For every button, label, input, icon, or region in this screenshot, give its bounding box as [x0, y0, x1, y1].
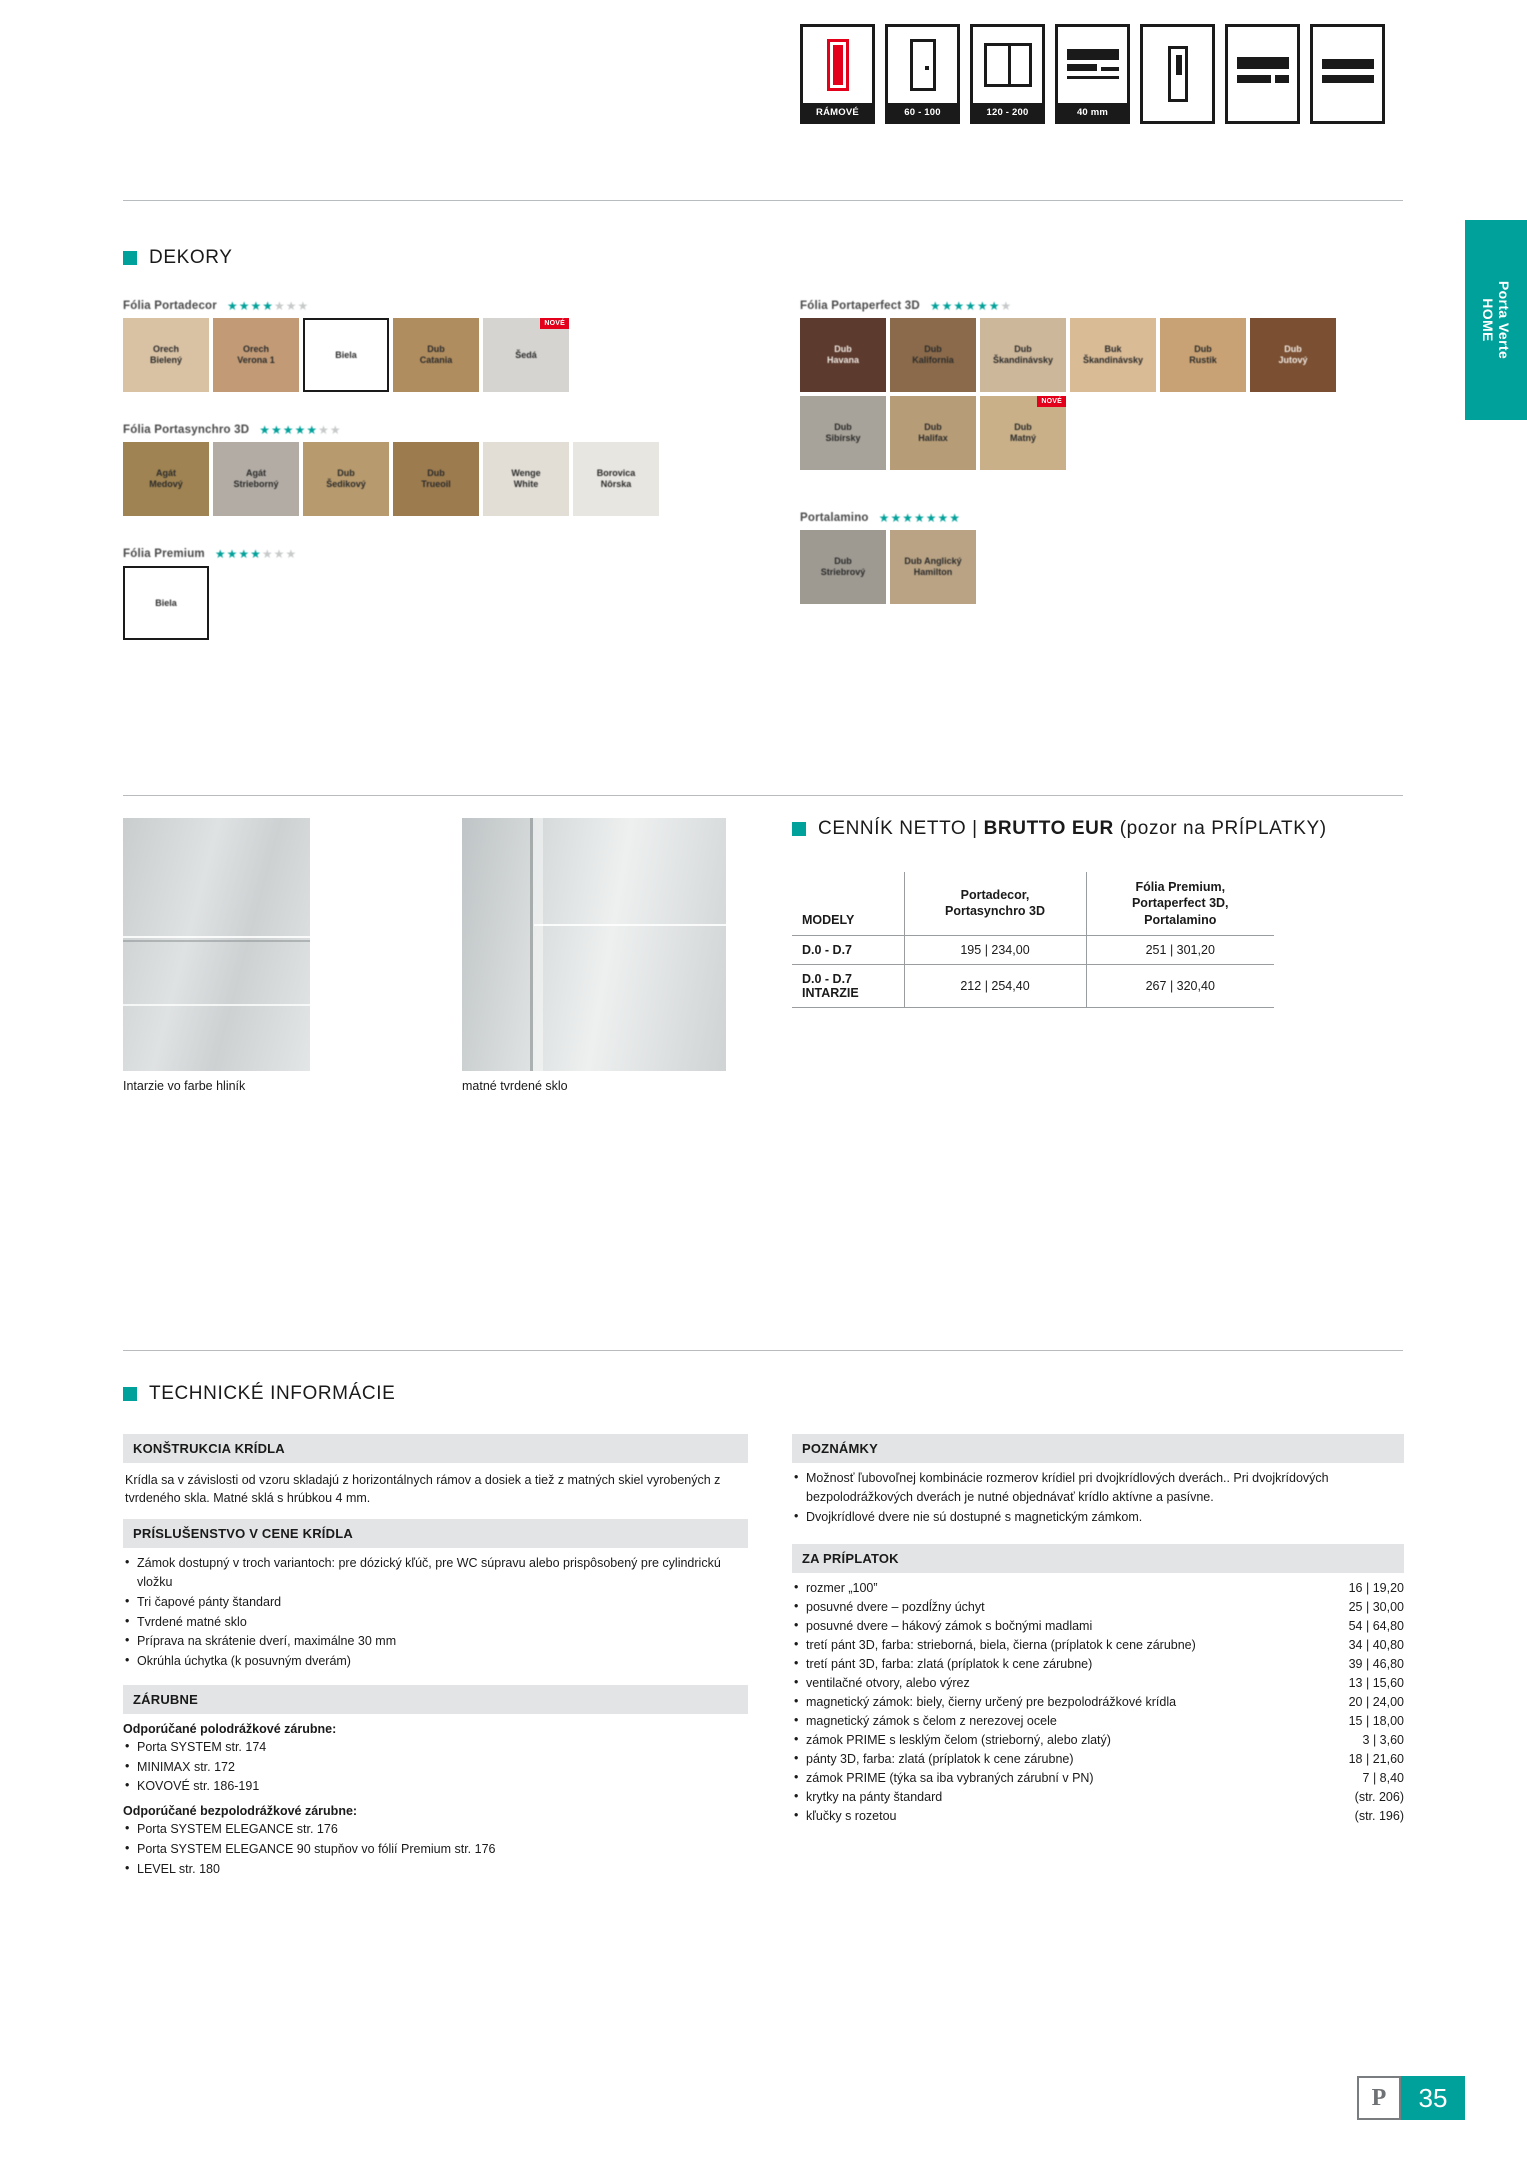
swatch[interactable]: [213, 318, 299, 392]
swatch[interactable]: [1160, 318, 1246, 392]
priplatok-label: • posuvné dvere – pozdĺžny úchyt: [792, 1598, 985, 1617]
tech-right-column: [792, 1434, 1404, 1826]
divider-tech: [123, 1350, 1403, 1351]
priplatok-price: (str. 206): [1354, 1790, 1404, 1805]
flush-detail-icon: [1310, 24, 1385, 124]
photo-caption: Intarzie vo farbe hliník: [123, 1079, 246, 1093]
frame-door-icon: [800, 24, 875, 124]
decor-group-name: Fólia Premium: [123, 548, 205, 560]
zarubne-sub-bezpolodrazkove: Odporúčané bezpolodrážkové zárubne:: [123, 1804, 358, 1818]
priplatok-price: 20 | 24,00: [1348, 1695, 1404, 1710]
section-heading-technicke: [123, 1383, 395, 1405]
list-item: • Okrúhla úchytka (k posuvným dverám): [123, 1652, 748, 1671]
swatch-label: Wenge White: [511, 468, 541, 489]
product-photo-matne-sklo: [462, 818, 726, 1093]
priplatok-price: 54 | 64,80: [1348, 1619, 1404, 1634]
list-item: • KOVOVÉ str. 186-191: [123, 1777, 748, 1796]
zarubne-header: ZÁRUBNE: [123, 1685, 748, 1714]
tech-left-column: [123, 1434, 748, 1879]
frame-door-icon-caption: RÁMOVÉ: [803, 103, 872, 121]
swatch-label: Dub Škandinávsky: [992, 344, 1054, 365]
priplatok-price: 34 | 40,80: [1348, 1638, 1404, 1653]
list-item: • Príprava na skrátenie dverí, maximálne 30 mm: [123, 1632, 748, 1651]
list-item: • Porta SYSTEM ELEGANCE 90 stupňov vo fólií Premium str. 176: [123, 1840, 748, 1859]
list-item: • Možnosť ľubovoľnej kombinácie rozmerov krídiel pri dvojkrídlových dverách.. Pri dvojkrídových bezpolodrážkových dverách je nutné objednávať krídlo aktívne a pasívne.: [792, 1469, 1404, 1507]
priplatok-row: [792, 1693, 1404, 1712]
swatch-label: Dub Jutový: [1278, 344, 1308, 365]
za-priplatok-header: ZA PRÍPLATOK: [792, 1544, 1404, 1573]
swatch[interactable]: [1250, 318, 1336, 392]
side-tab-porta-verte-home: [1465, 220, 1527, 420]
list-item: • Dvojkrídlové dvere nie sú dostupné s magnetickým zámkom.: [792, 1508, 1404, 1527]
spec-icon-strip: [800, 24, 1385, 124]
poznamky-header: POZNÁMKY: [792, 1434, 1404, 1463]
priplatok-price: 39 | 46,80: [1348, 1657, 1404, 1672]
priplatok-row: [792, 1807, 1404, 1826]
divider-mid: [123, 795, 1403, 796]
decor-group-portasynchro-3d: [123, 424, 659, 516]
bullet-square-icon: [123, 1387, 137, 1401]
priplatok-row: [792, 1579, 1404, 1598]
swatch[interactable]: [800, 318, 886, 392]
zarubne-list-2: [123, 1820, 748, 1878]
swatch[interactable]: [483, 318, 569, 392]
new-badge: NOVÉ: [540, 318, 569, 329]
swatch-label: Biela: [335, 349, 357, 360]
priplatok-row: [792, 1788, 1404, 1807]
swatch-label: Agát Medový: [149, 468, 183, 489]
zarubne-sub-polodrazkove: Odporúčané polodrážkové zárubne:: [123, 1721, 337, 1736]
swatch[interactable]: [213, 442, 299, 516]
swatch[interactable]: [303, 318, 389, 392]
decor-group-premium: [123, 548, 296, 640]
swatch-label: Buk Škandinávsky: [1082, 344, 1144, 365]
cennik-prefix: CENNÍK NETTO |: [818, 818, 984, 839]
list-item: • LEVEL str. 180: [123, 1860, 748, 1879]
swatch[interactable]: [123, 318, 209, 392]
wall-thickness-icon-caption: 40 mm: [1058, 103, 1127, 121]
price-row: [792, 935, 1274, 964]
price-table: [792, 872, 1274, 1008]
priplatok-label: • zámok PRIME (týka sa iba vybraných zárubní v PN): [792, 1769, 1094, 1788]
list-item: • Zámok dostupný v troch variantoch: pre dózický kľúč, pre WC súpravu alebo prispôsobený pre cylindrickú vložku: [123, 1554, 748, 1592]
priplatok-price: 18 | 21,60: [1348, 1752, 1404, 1767]
priplatok-label: • zámok PRIME s lesklým čelom (strieborný, alebo zlatý): [792, 1731, 1111, 1750]
prislusenstvo-list: [123, 1554, 748, 1671]
wall-thickness-icon: [1055, 24, 1130, 124]
decor-group-name: Fólia Portadecor: [123, 300, 217, 312]
swatch[interactable]: [123, 566, 209, 640]
priplatok-label: • tretí pánt 3D, farba: zlatá (príplatok k cene zárubne): [792, 1655, 1092, 1674]
priplatok-row: [792, 1617, 1404, 1636]
side-tab-line2: HOME: [1480, 298, 1496, 342]
priplatok-price: (str. 196): [1354, 1809, 1404, 1824]
priplatok-label: • rozmer „100”: [792, 1579, 878, 1598]
swatch[interactable]: [800, 396, 886, 470]
swatch[interactable]: [393, 318, 479, 392]
door-height-icon: [1140, 24, 1215, 124]
priplatok-price: 16 | 19,20: [1348, 1581, 1404, 1596]
section-title-dekory: DEKORY: [149, 247, 233, 268]
swatch-label: Borovica Nôrska: [596, 468, 636, 489]
za-priplatok-list: [792, 1579, 1404, 1826]
swatch-label: Dub Catania: [419, 344, 453, 365]
side-tab-line1: Porta Verte: [1496, 280, 1512, 360]
prislusenstvo-header: PRÍSLUŠENSTVO V CENE KRÍDLA: [123, 1519, 748, 1548]
swatch-label: Šedá: [515, 349, 537, 360]
price-col-portadecor: Portadecor, Portasynchro 3D: [904, 872, 1086, 935]
swatch[interactable]: [483, 442, 569, 516]
priplatok-price: 15 | 18,00: [1348, 1714, 1404, 1729]
swatch[interactable]: [890, 396, 976, 470]
priplatok-row: [792, 1750, 1404, 1769]
decor-rating-stars: ★ ★ ★ ★ ★ ★ ★: [214, 547, 297, 561]
page-number: 35: [1401, 2076, 1465, 2120]
list-item: • MINIMAX str. 172: [123, 1758, 748, 1777]
photo-caption: matné tvrdené sklo: [462, 1079, 568, 1093]
priplatok-price: 7 | 8,40: [1362, 1771, 1404, 1786]
priplatok-row: [792, 1655, 1404, 1674]
price-row-value-2: 267 | 320,40: [1086, 964, 1274, 1007]
swatch-label: Dub Kalifornia: [912, 344, 954, 365]
swatch-label: Orech Verona 1: [237, 344, 275, 365]
cennik-bold: BRUTTO EUR: [983, 818, 1114, 839]
new-badge: NOVÉ: [1037, 396, 1066, 407]
swatch-label: Dub Matný: [1009, 422, 1036, 443]
price-row-model: D.0 - D.7: [792, 935, 904, 964]
section-heading-dekory: [123, 247, 233, 269]
price-row: [792, 964, 1274, 1007]
list-item: • Tvrdené matné sklo: [123, 1613, 748, 1632]
priplatok-label: • magnetický zámok: biely, čierny určený pre bezpolodrážkové krídla: [792, 1693, 1176, 1712]
swatch[interactable]: [890, 530, 976, 604]
swatch-label: Dub Anglický Hamilton: [904, 556, 962, 577]
footer: [1357, 2076, 1465, 2120]
door-width-icon-caption: 60 - 100: [888, 103, 957, 121]
swatch-label: Dub Rustik: [1189, 344, 1217, 365]
swatch-label: Orech Bielený: [149, 344, 182, 365]
double-door-icon-caption: 120 - 200: [973, 103, 1042, 121]
priplatok-label: • magnetický zámok s čelom z nerezovej ocele: [792, 1712, 1057, 1731]
decor-group-name: Portalamino: [800, 512, 869, 524]
swatch-label: Agát Strieborný: [233, 468, 279, 489]
price-row-model-sub: INTARZIE: [802, 985, 859, 1000]
rebate-detail-icon: [1225, 24, 1300, 124]
section-heading-cennik: [792, 818, 1327, 840]
swatch[interactable]: [393, 442, 479, 516]
price-col-premium: Fólia Premium, Portaperfect 3D, Portalamino: [1086, 872, 1274, 935]
divider-top: [123, 200, 1403, 201]
swatch[interactable]: [1070, 318, 1156, 392]
priplatok-row: [792, 1731, 1404, 1750]
door-width-icon: [885, 24, 960, 124]
swatch-label: Dub Halifax: [918, 422, 948, 443]
product-photo-intarzie: [123, 818, 310, 1093]
decor-rating-stars: ★ ★ ★ ★ ★ ★ ★: [259, 423, 341, 437]
priplatok-row: [792, 1636, 1404, 1655]
swatch[interactable]: [890, 318, 976, 392]
price-row-value-1: 195 | 234,00: [904, 935, 1086, 964]
double-door-icon: [970, 24, 1045, 124]
priplatok-label: • ventilačné otvory, alebo výrez: [792, 1674, 970, 1693]
swatch-label: Biela: [155, 597, 177, 608]
price-row-value-1: 212 | 254,40: [904, 964, 1086, 1007]
priplatok-label: • posuvné dvere – hákový zámok s bočnými madlami: [792, 1617, 1092, 1636]
list-item: • Porta SYSTEM ELEGANCE str. 176: [123, 1820, 748, 1839]
swatch-label: Dub Striebrový: [820, 556, 866, 577]
priplatok-label: • tretí pánt 3D, farba: strieborná, biela, čierna (príplatok k cene zárubne): [792, 1636, 1196, 1655]
decor-group-portadecor: [123, 300, 569, 392]
swatch[interactable]: [980, 396, 1066, 470]
priplatok-label: • kľučky s rozetou: [792, 1807, 897, 1826]
priplatok-row: [792, 1674, 1404, 1693]
decor-rating-stars: ★ ★ ★ ★ ★ ★ ★: [878, 511, 961, 525]
price-col-modely: MODELY: [792, 872, 904, 935]
cennik-suffix: (pozor na PRÍPLATKY): [1113, 818, 1327, 839]
price-table-wrap: [792, 872, 1274, 1008]
priplatok-price: 25 | 30,00: [1348, 1600, 1404, 1615]
decor-group-name: Fólia Portasynchro 3D: [123, 424, 250, 436]
swatch[interactable]: [800, 530, 886, 604]
swatch[interactable]: [980, 318, 1066, 392]
swatch[interactable]: [573, 442, 659, 516]
swatch-label: Dub Šedikový: [326, 468, 366, 489]
priplatok-row: [792, 1712, 1404, 1731]
priplatok-row: [792, 1598, 1404, 1617]
decor-rating-stars: ★ ★ ★ ★ ★ ★ ★: [929, 299, 1012, 313]
bullet-square-icon: [123, 251, 137, 265]
porta-logo: P: [1357, 2076, 1401, 2120]
list-item: • Porta SYSTEM str. 174: [123, 1738, 748, 1757]
price-row-model: D.0 - D.7: [802, 971, 853, 986]
swatch-label: Dub Sibírsky: [825, 422, 861, 443]
zarubne-list-1: [123, 1738, 748, 1796]
decor-group-portalamino: [800, 512, 976, 604]
swatch-label: Dub Havana: [826, 344, 860, 365]
priplatok-row: [792, 1769, 1404, 1788]
priplatok-label: • pánty 3D, farba: zlatá (príplatok k cene zárubne): [792, 1750, 1074, 1769]
list-item: • Tri čapové pánty štandard: [123, 1593, 748, 1612]
swatch[interactable]: [123, 442, 209, 516]
section-title-technicke: TECHNICKÉ INFORMÁCIE: [149, 1383, 396, 1404]
swatch-label: Dub Trueoil: [421, 468, 451, 489]
priplatok-price: 13 | 15,60: [1348, 1676, 1404, 1691]
decor-rating-stars: ★ ★ ★ ★ ★ ★ ★: [226, 299, 309, 313]
priplatok-price: 3 | 3,60: [1362, 1733, 1404, 1748]
priplatok-label: • krytky na pánty štandard: [792, 1788, 942, 1807]
decor-group-portaperfect-3d: [800, 300, 1336, 470]
bullet-square-icon: [792, 822, 806, 836]
konstrukcia-kridla-text: Krídla sa v závislosti od vzoru skladajú z horizontálnych rámov a dosiek a tiež z matných skiel vyrobených z tvrdeného skla. Matné sklá s hrúbkou 4 mm.: [125, 1473, 721, 1506]
swatch[interactable]: [303, 442, 389, 516]
konstrukcia-kridla-header: KONŠTRUKCIA KRÍDLA: [123, 1434, 748, 1463]
decor-group-name: Fólia Portaperfect 3D: [800, 300, 920, 312]
price-row-value-2: 251 | 301,20: [1086, 935, 1274, 964]
poznamky-list: [792, 1469, 1404, 1526]
